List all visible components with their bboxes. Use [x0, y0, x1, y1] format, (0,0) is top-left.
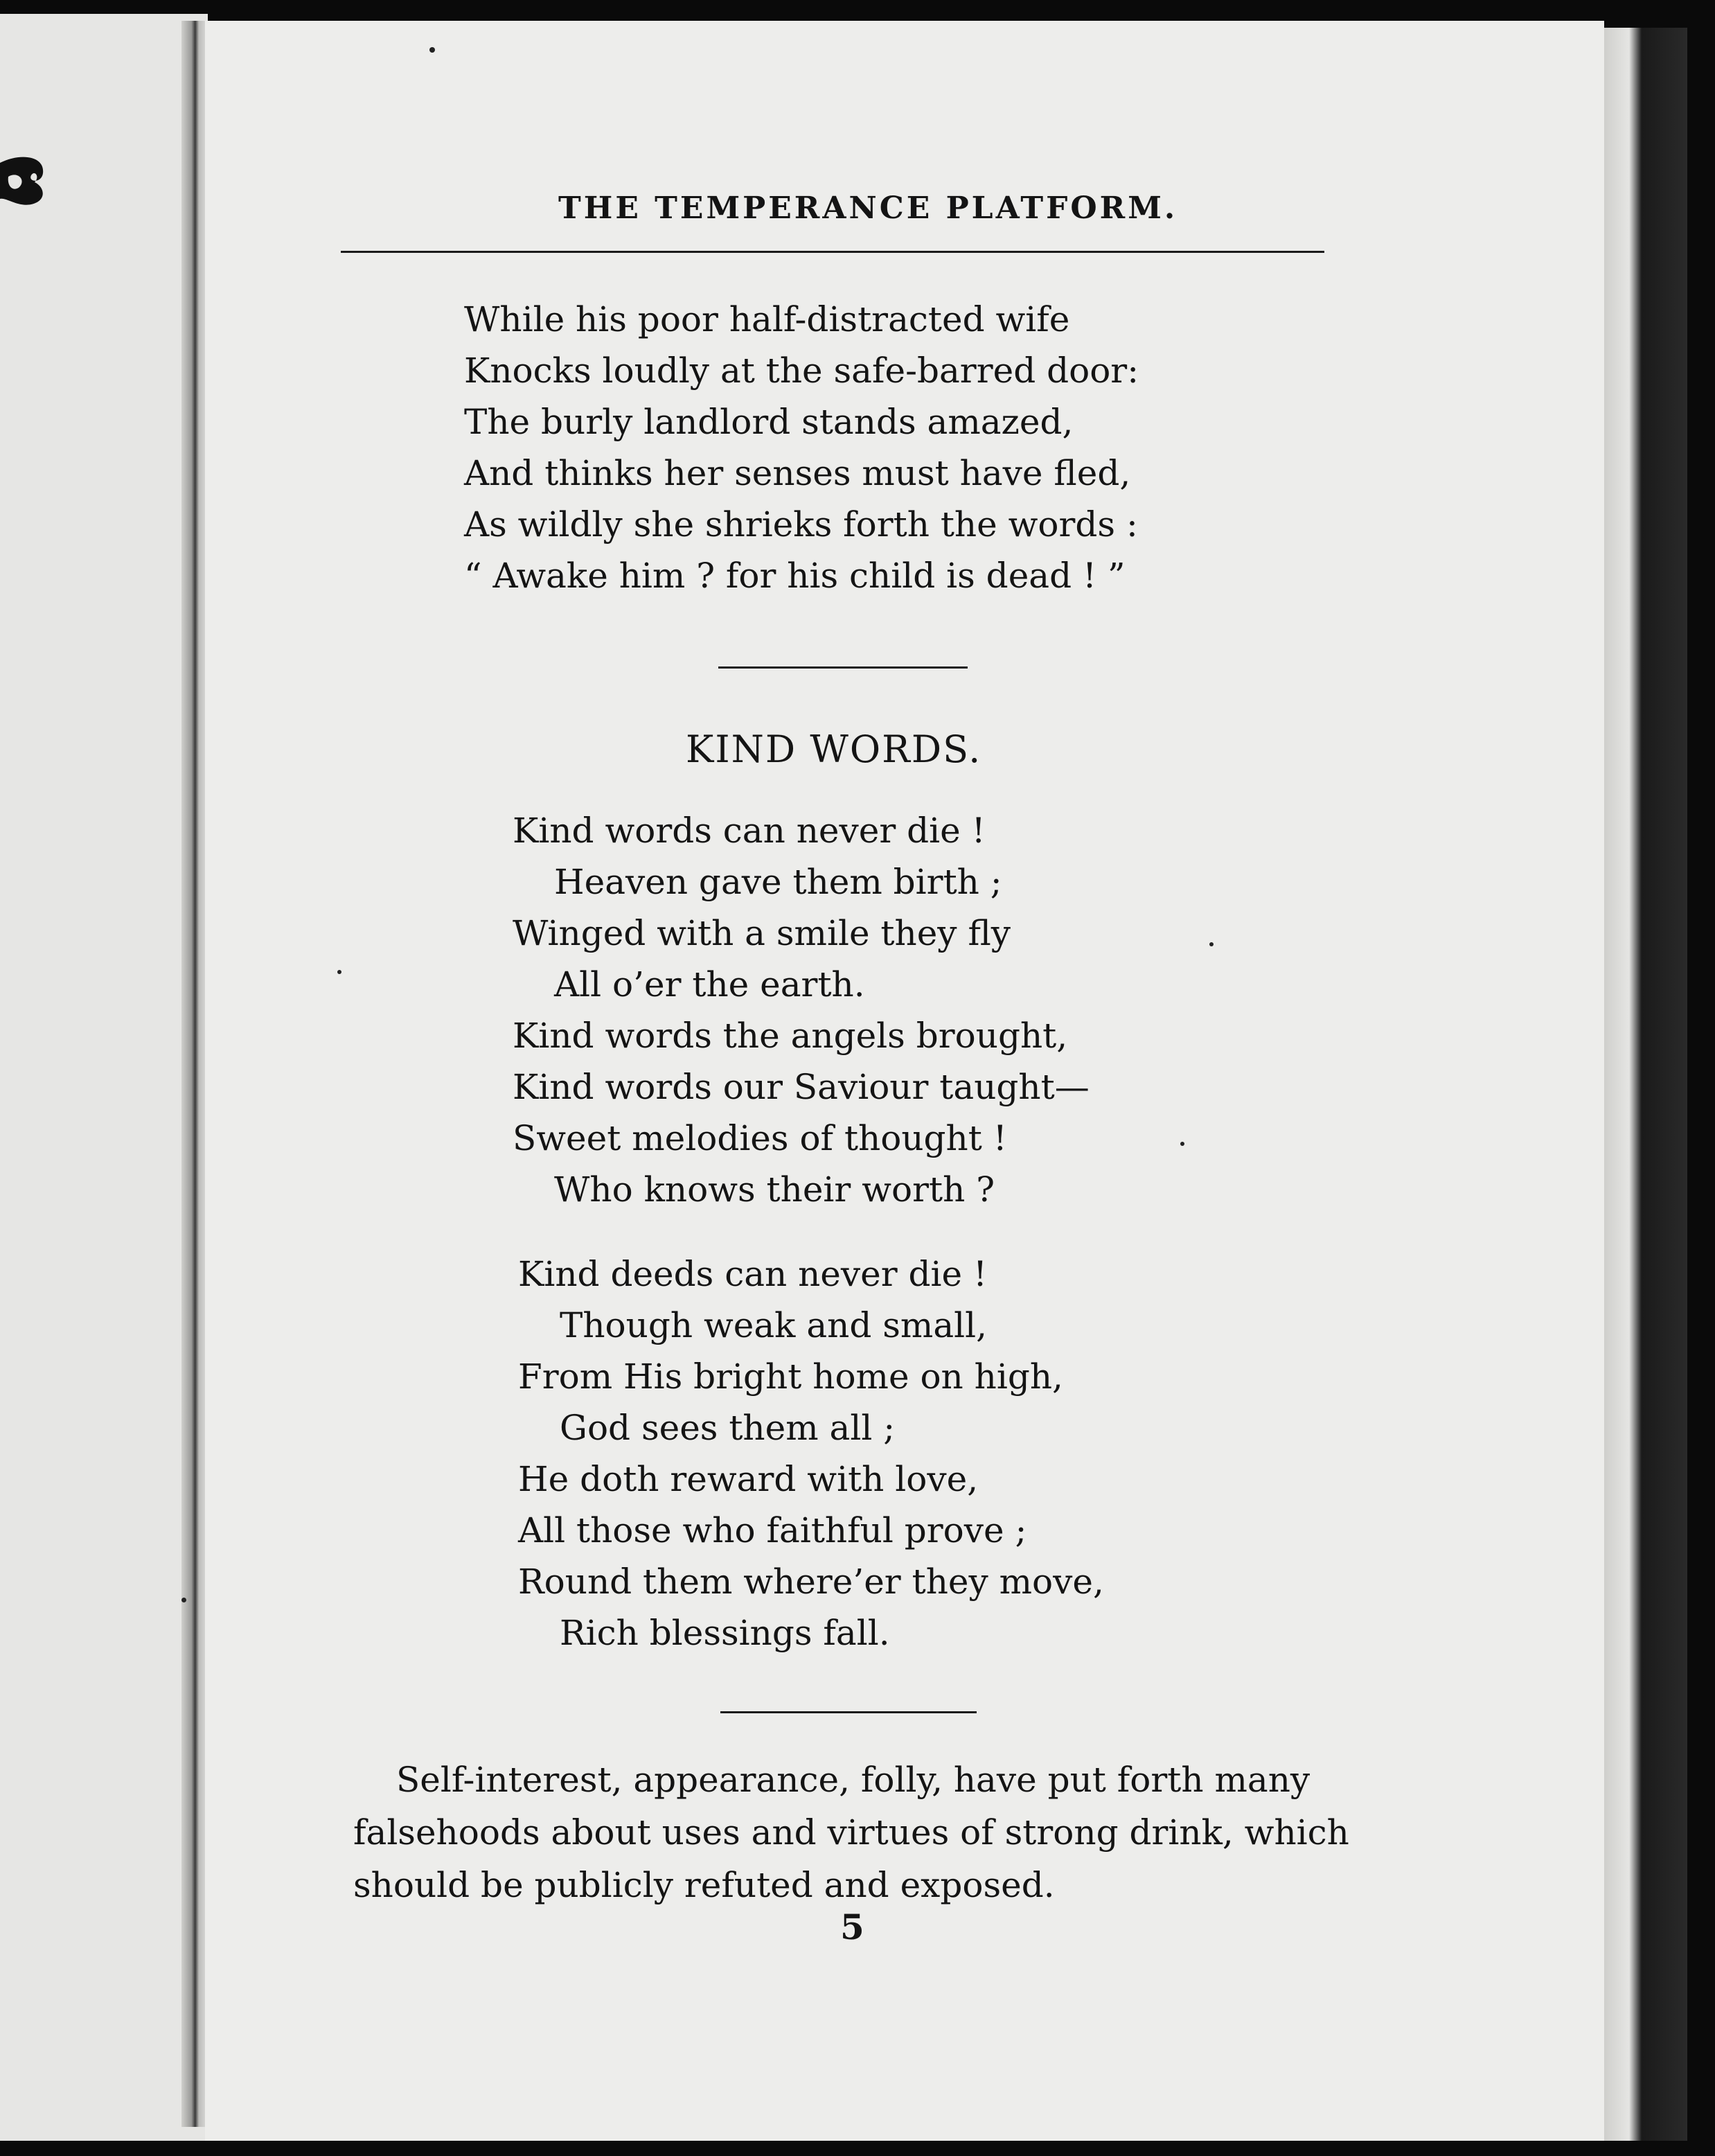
text-line: As wildly she shrieks forth the words : — [464, 504, 1138, 545]
poem-title: KIND WORDS. — [686, 727, 982, 771]
text-line: “ Awake him ? for his child is dead ! ” — [464, 556, 1126, 596]
text-line: Knocks loudly at the safe-barred door: — [464, 351, 1139, 391]
page-number: 5 — [840, 1907, 864, 1947]
text-line: Rich blessings fall. — [560, 1613, 890, 1653]
header-rule — [341, 251, 1324, 253]
book-fore-edge — [1604, 28, 1687, 2141]
text-line: Who knows their worth ? — [554, 1169, 995, 1210]
ink-speck — [429, 47, 435, 53]
ink-speck — [1180, 1142, 1184, 1146]
text-line: Kind words can never die ! — [513, 811, 986, 851]
text-line: falsehoods about uses and virtues of strong drink, which — [353, 1812, 1349, 1853]
section-divider — [718, 666, 968, 669]
ink-speck — [181, 1598, 186, 1602]
text-line: The burly landlord stands amazed, — [464, 402, 1074, 442]
text-line: While his poor half-distracted wife — [464, 299, 1070, 339]
text-line: Kind words our Saviour taught— — [513, 1067, 1090, 1107]
text-line: All those who faithful prove ; — [518, 1510, 1027, 1550]
text-line: Heaven gave them birth ; — [554, 862, 1002, 902]
ornament-icon — [0, 149, 48, 211]
text-line: From His bright home on high, — [518, 1357, 1063, 1397]
text-line: Sweet melodies of thought ! — [513, 1118, 1007, 1158]
text-line: Kind deeds can never die ! — [518, 1254, 988, 1294]
text-line: God sees them all ; — [560, 1408, 896, 1448]
running-header: THE TEMPERANCE PLATFORM. — [558, 191, 1178, 226]
section-divider — [720, 1711, 977, 1713]
ink-speck — [1209, 942, 1214, 946]
text-line: And thinks her senses must have fled, — [464, 453, 1131, 493]
text-line: Though weak and small, — [560, 1305, 988, 1345]
text-line: He doth reward with love, — [518, 1459, 979, 1499]
book-gutter — [181, 21, 206, 2127]
text-line: Round them where’er they move, — [518, 1562, 1104, 1602]
text-line: All o’er the earth. — [554, 964, 865, 1005]
text-line: Winged with a smile they fly — [513, 913, 1011, 953]
text-line: should be publicly refuted and exposed. — [353, 1865, 1055, 1905]
text-line: Kind words the angels brought, — [513, 1016, 1068, 1056]
text-line: Self-interest, appearance, folly, have put forth many — [396, 1760, 1310, 1800]
ink-speck — [337, 970, 341, 974]
facing-page-edge — [0, 14, 208, 2141]
